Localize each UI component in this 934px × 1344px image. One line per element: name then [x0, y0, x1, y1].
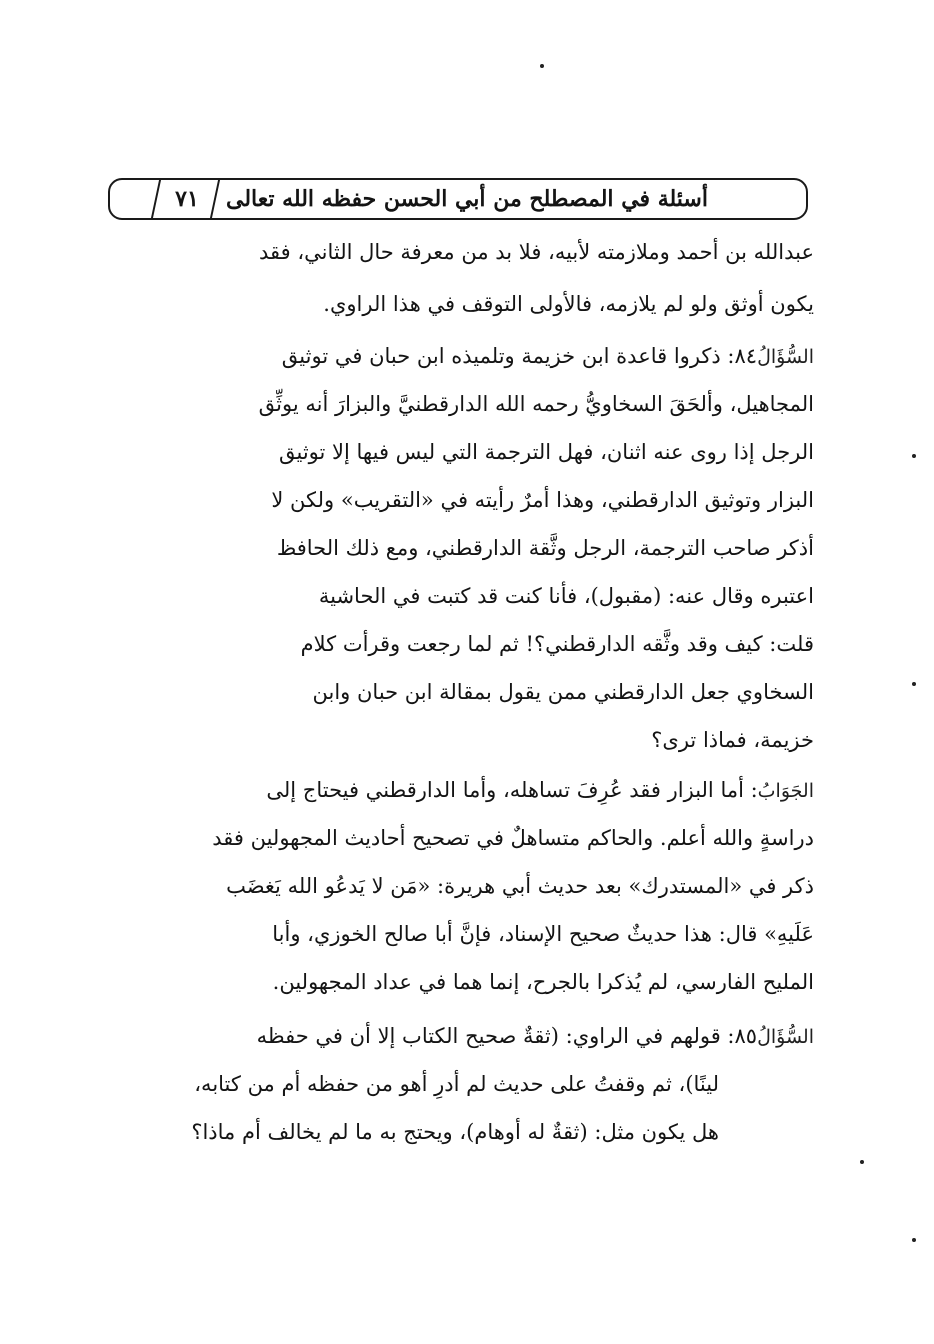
- question-84-line: أذكر صاحب الترجمة، الرجل وثَّقة الدارقطني، ومع ذلك الحافظ: [276, 536, 814, 560]
- question-84-line: خزيمة، فماذا ترى؟: [651, 728, 814, 752]
- question-label: السُّؤَالُ: [757, 346, 814, 368]
- answer-84-line: ذكر في «المستدرك» بعد حديث أبي هريرة: «مَن لا يَدعُو الله يَغضَب: [226, 874, 814, 898]
- answer-84-line: عَلَيهِ» قال: هذا حديثٌ صحيح الإسناد، فإنَّ أبا صالح الخوزي، وأبا: [272, 922, 814, 946]
- answer-84-first-line: [266, 778, 814, 802]
- scan-speck: [912, 682, 916, 686]
- scan-speck: [540, 64, 544, 68]
- question-84-line: السخاوي جعل الدارقطني ممن يقول بمقالة ابن حبان وابن: [312, 680, 814, 704]
- intro-line-1: عبدالله بن أحمد وملازمته لأبيه، فلا بد من معرفة حال الثاني، فقد: [258, 240, 814, 264]
- scan-speck: [912, 1238, 916, 1242]
- question-84-first-line: [282, 344, 814, 368]
- answer-84-line: دراسةٍ والله أعلم. والحاكم متساهلٌ في تصحيح أحاديث المجهولين فقد: [212, 826, 814, 850]
- question-84-text: ٨٤: ذكروا قاعدة ابن خزيمة وتلميذه ابن حبان في توثيق: [281, 344, 758, 368]
- answer-84-line: المليح الفارسي، لم يُذكرا بالجرح، إنما هما في عداد المجهولين.: [272, 970, 814, 994]
- page-number: ٧١: [175, 186, 199, 212]
- scan-speck: [860, 1160, 864, 1164]
- question-85-line: هل يكون مثل: (ثقةٌ له أوهام)، ويحتج به ما لم يخالف أم ماذا؟: [191, 1120, 719, 1144]
- running-header: [108, 178, 808, 220]
- question-84-line: اعتبره وقال عنه: (مقبول)، فأنا كنت قد كتبت في الحاشية: [318, 584, 814, 608]
- answer-label: الجَوَابُ: [757, 780, 814, 802]
- question-85-first-line: [257, 1024, 814, 1048]
- question-84-line: الرجل إذا روى عنه اثنان، فهل الترجمة التي ليس فيها إلا توثيق: [278, 440, 814, 464]
- running-title: أسئلة في المصطلح من أبي الحسن حفظه الله تعالى: [226, 186, 708, 212]
- question-84-line: البزار وتوثيق الدارقطني، وهذا أمرٌ رأيته في «التقريب» ولكن لا: [271, 488, 814, 512]
- answer-84-text: : أما البزار فقد عُرِفَ تساهله، وأما الدارقطني فيحتاج إلى: [266, 778, 758, 802]
- question-85-line: لينًا)، ثم وقفتُ على حديث لم أدرِ أهو من حفظه أم من كتابه،: [194, 1072, 719, 1096]
- question-84-line: المجاهيل، وألحَقَ السخاويُّ رحمه الله الدارقطنيَّ والبزارَ أنه يوثِّق: [258, 392, 814, 416]
- question-label: السُّؤَالُ: [757, 1026, 814, 1048]
- scan-speck: [912, 454, 916, 458]
- intro-line-2: يكون أوثق ولو لم يلازمه، فالأولى التوقف في هذا الراوي.: [323, 292, 814, 316]
- question-84-line: قلت: كيف وقد وثَّقه الدارقطني؟! ثم لما رجعت وقرأت كلام: [300, 632, 814, 656]
- question-85-text: ٨٥: قولهم في الراوي: (ثقةٌ صحيح الكتاب إلا أن في حفظه: [256, 1024, 758, 1048]
